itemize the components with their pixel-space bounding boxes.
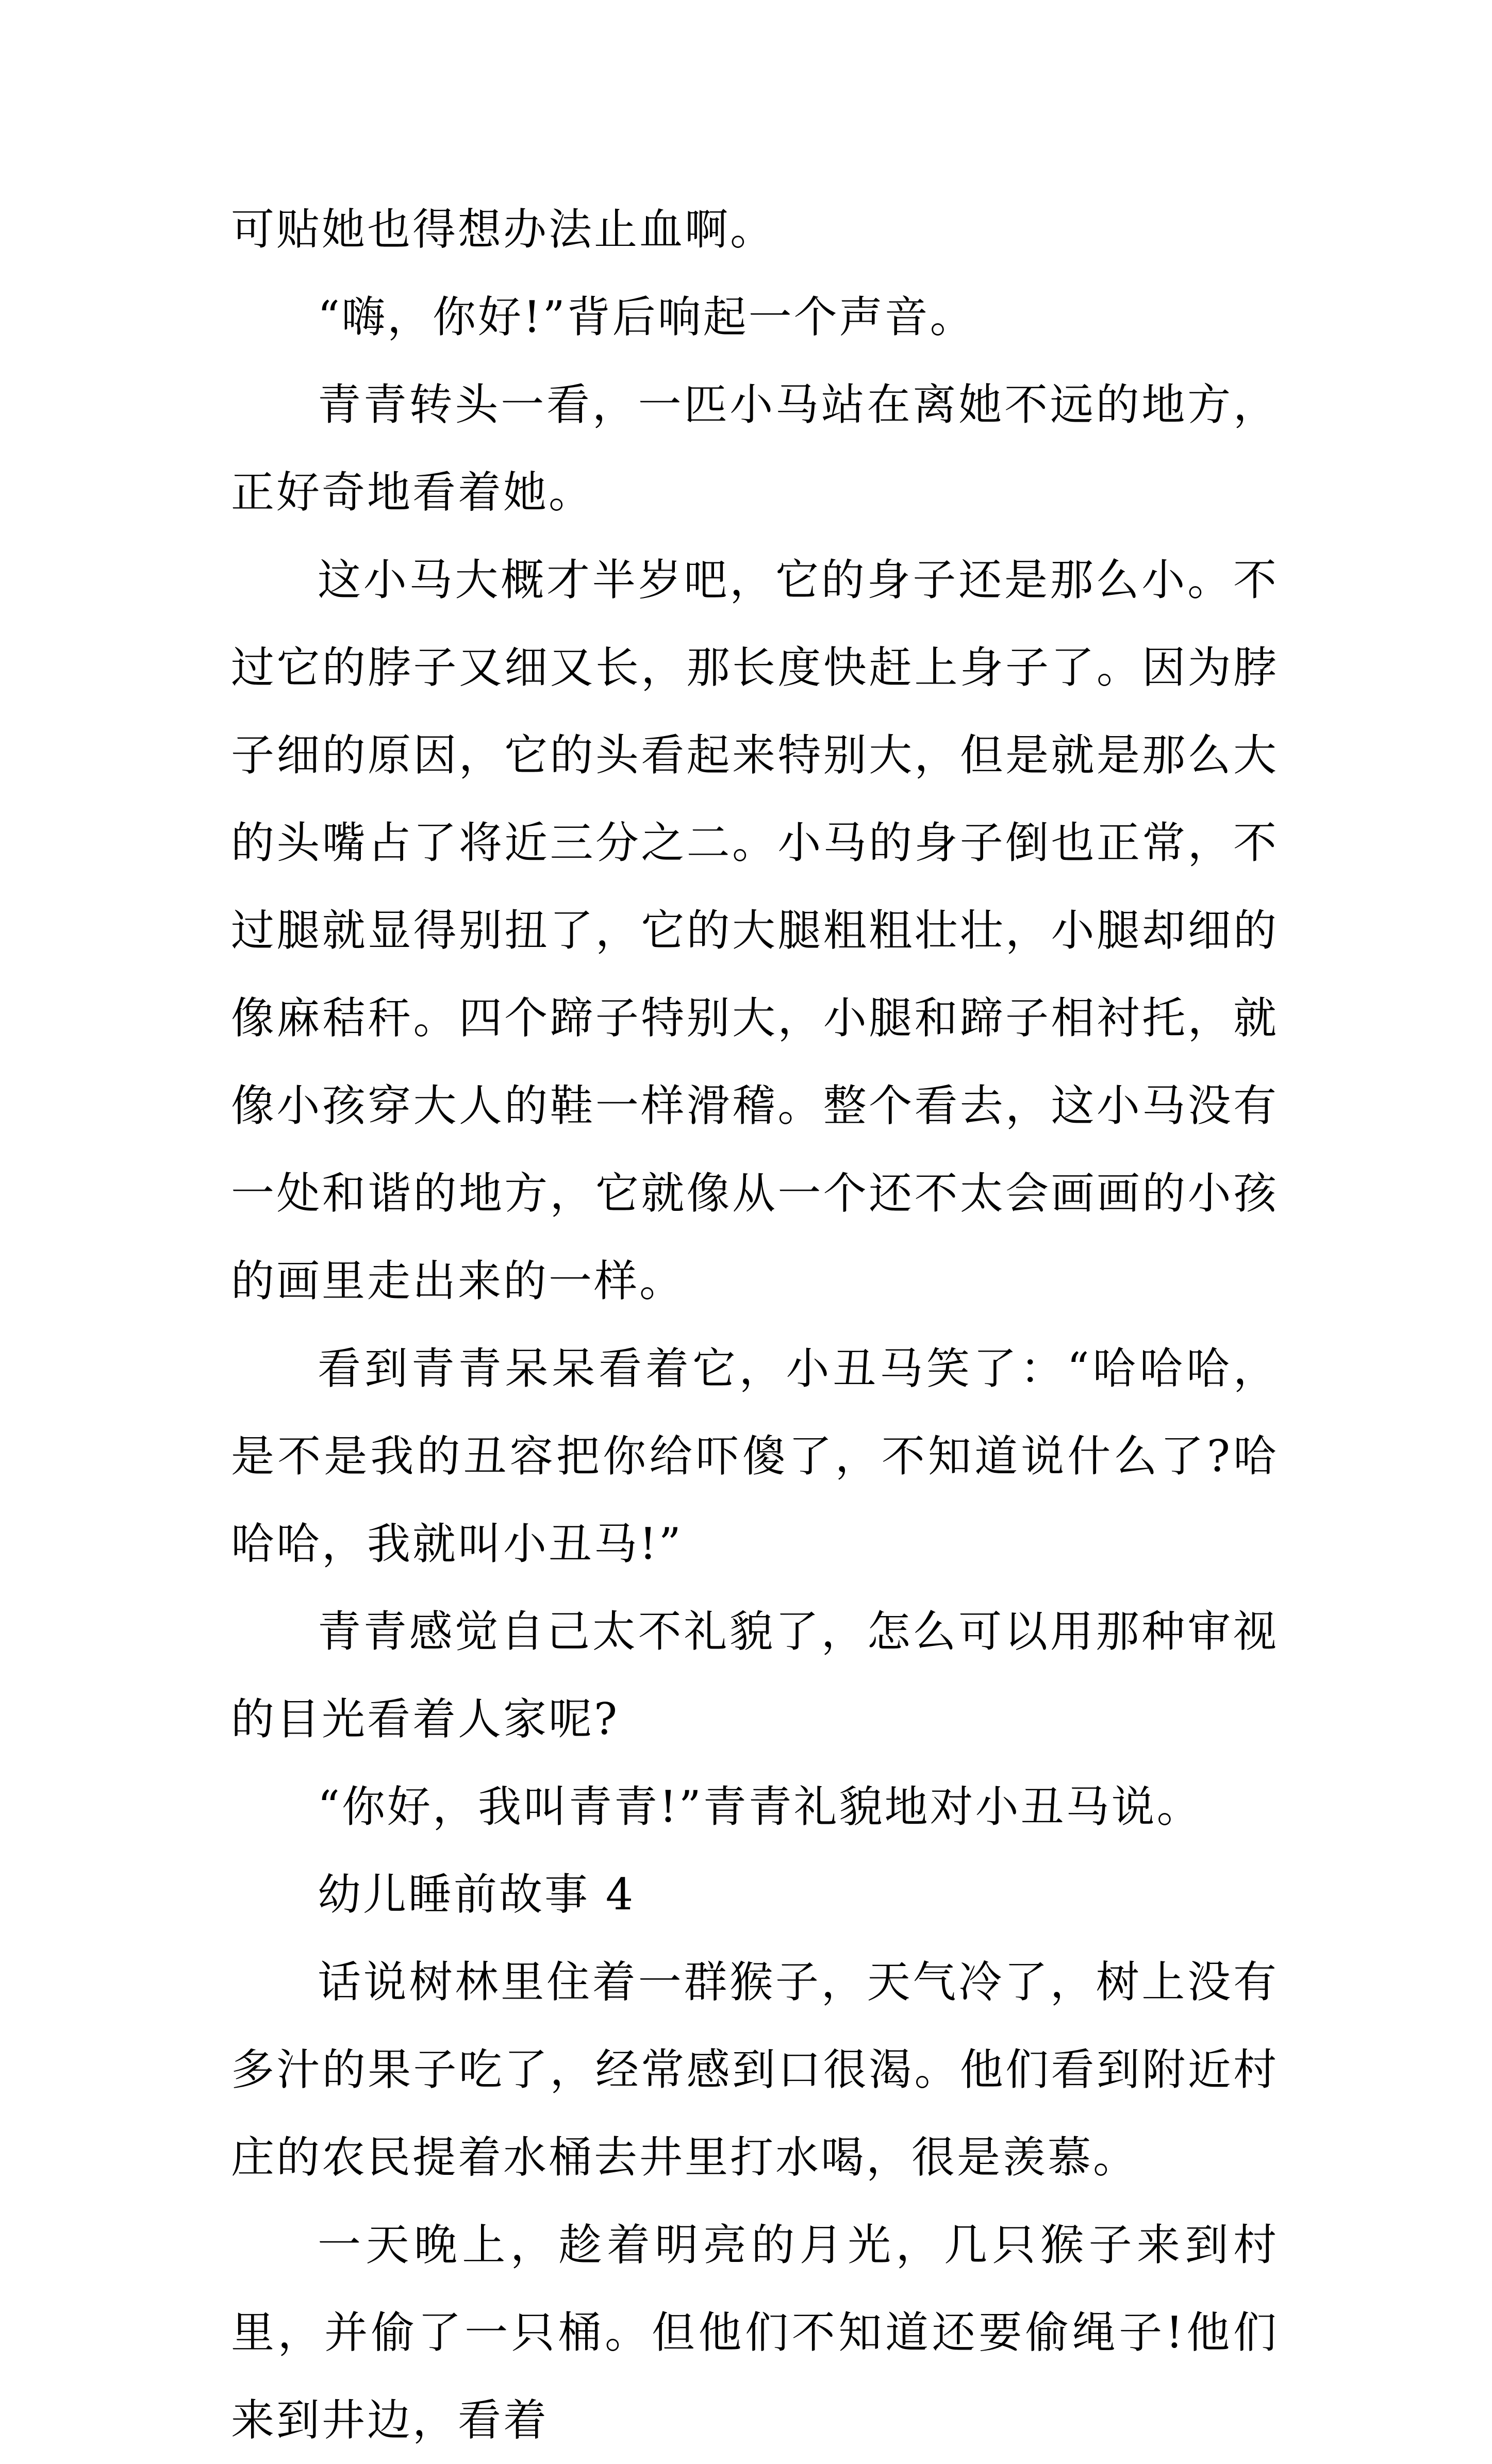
paragraph-pony-appears: 青青转头一看，一匹小马站在离她不远的地方，正好奇地看着她。 <box>231 379 1279 518</box>
paragraph-pony-description: 这小马大概才半岁吧，它的身子还是那么小。不过它的脖子又细又长，那长度快赶上身子了。因为脖子细的原因，它的头看起来特别大，但是就是那么大的头嘴占了将近三分之二。小马的身子倒也正常，不过腿就显得别扭了，它的大腿粗粗壮壮，小腿却细的像麻秸秆。四个蹄子特别大，小腿和蹄子相衬托，就像小孩穿大人的鞋一样滑稽。整个看去，这小马没有一处和谐的地方，它就像从一个还不太会画画的小孩的画里走出来的一样。 <box>231 555 1279 1306</box>
paragraph-greeting: “嗨，你好!”背后响起一个声音。 <box>318 292 975 342</box>
paragraph-pony-laughs: 看到青青呆呆看着它，小丑马笑了：“哈哈哈，是不是我的丑容把你给吓傻了，不知道说什么了?哈哈哈，我就叫小丑马!” <box>231 1343 1279 1569</box>
document-body <box>231 186 1279 2464</box>
paragraph-qingqing-reflects: 青青感觉自己太不礼貌了，怎么可以用那种审视的目光看着人家呢? <box>231 1606 1279 1744</box>
paragraph-monkeys-night: 一天晚上，趁着明亮的月光，几只猴子来到村里，并偷了一只桶。但他们不知道还要偷绳子!他们来到井边，看着 <box>231 2220 1279 2445</box>
paragraph-continued: 可贴她也得想办法止血啊。 <box>231 204 776 255</box>
paragraph-monkeys-intro: 话说树林里住着一群猴子，天气冷了，树上没有多汁的果子吃了，经常感到口很渴。他们看到附近村庄的农民提着水桶去井里打水喝，很是羡慕。 <box>231 1957 1279 2183</box>
section-heading: 幼儿睡前故事 4 <box>318 1869 636 1920</box>
paragraph-qingqing-greets: “你好，我叫青青!”青青礼貌地对小丑马说。 <box>318 1782 1202 1832</box>
